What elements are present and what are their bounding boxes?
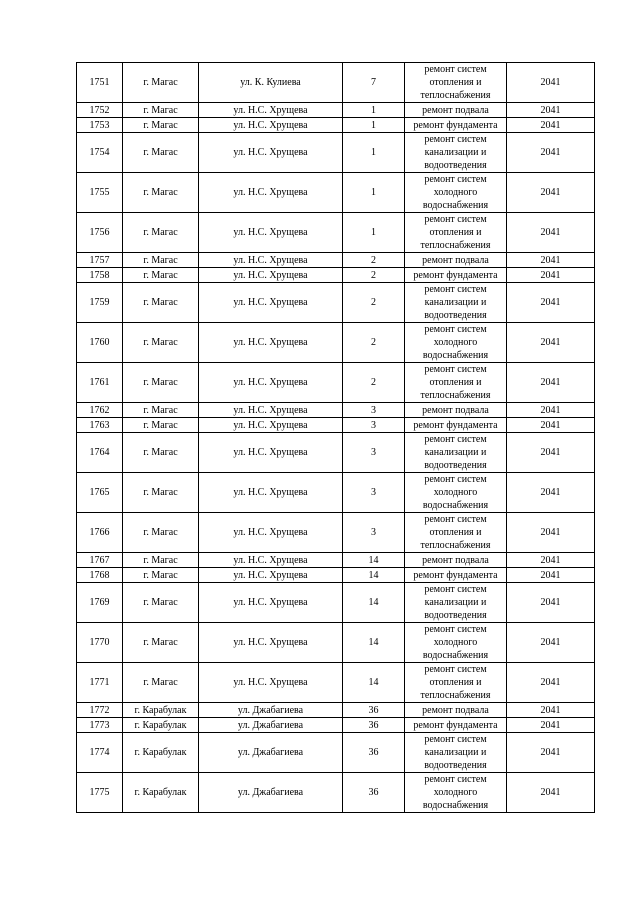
cell-work-type: ремонт систем холодного водоснабжения	[405, 623, 507, 663]
cell-work-type: ремонт систем канализации и водоотведения	[405, 583, 507, 623]
cell-year: 2041	[507, 133, 595, 173]
cell-year: 2041	[507, 103, 595, 118]
cell-work-type: ремонт подвала	[405, 103, 507, 118]
cell-work-type: ремонт систем холодного водоснабжения	[405, 323, 507, 363]
table-row	[77, 213, 595, 253]
cell-house: 14	[343, 583, 405, 623]
cell-work-type: ремонт подвала	[405, 703, 507, 718]
table-row	[77, 403, 595, 418]
table-row	[77, 553, 595, 568]
cell-number: 1768	[77, 568, 123, 583]
cell-year: 2041	[507, 323, 595, 363]
cell-street: ул. Н.С. Хрущева	[199, 213, 343, 253]
table-row	[77, 103, 595, 118]
cell-year: 2041	[507, 283, 595, 323]
cell-year: 2041	[507, 513, 595, 553]
cell-number: 1753	[77, 118, 123, 133]
cell-city: г. Магас	[123, 323, 199, 363]
table-row	[77, 663, 595, 703]
cell-street: ул. Джабагиева	[199, 733, 343, 773]
cell-number: 1759	[77, 283, 123, 323]
cell-street: ул. Н.С. Хрущева	[199, 623, 343, 663]
table-row	[77, 118, 595, 133]
cell-work-type: ремонт систем отопления и теплоснабжения	[405, 63, 507, 103]
cell-work-type: ремонт систем канализации и водоотведения	[405, 133, 507, 173]
cell-work-type: ремонт систем канализации и водоотведения	[405, 733, 507, 773]
cell-city: г. Карабулак	[123, 718, 199, 733]
cell-year: 2041	[507, 173, 595, 213]
cell-street: ул. Н.С. Хрущева	[199, 253, 343, 268]
cell-work-type: ремонт систем отопления и теплоснабжения	[405, 363, 507, 403]
cell-work-type: ремонт систем отопления и теплоснабжения	[405, 513, 507, 553]
cell-house: 14	[343, 568, 405, 583]
cell-work-type: ремонт подвала	[405, 253, 507, 268]
repair-schedule-table	[76, 62, 595, 813]
table-row	[77, 718, 595, 733]
cell-work-type: ремонт систем отопления и теплоснабжения	[405, 213, 507, 253]
cell-work-type: ремонт фундамента	[405, 118, 507, 133]
cell-street: ул. Н.С. Хрущева	[199, 663, 343, 703]
cell-number: 1769	[77, 583, 123, 623]
cell-city: г. Магас	[123, 568, 199, 583]
cell-house: 3	[343, 403, 405, 418]
cell-house: 1	[343, 213, 405, 253]
cell-number: 1754	[77, 133, 123, 173]
cell-house: 1	[343, 118, 405, 133]
cell-number: 1758	[77, 268, 123, 283]
cell-year: 2041	[507, 703, 595, 718]
cell-street: ул. Н.С. Хрущева	[199, 363, 343, 403]
cell-number: 1770	[77, 623, 123, 663]
cell-city: г. Магас	[123, 418, 199, 433]
cell-work-type: ремонт систем холодного водоснабжения	[405, 773, 507, 813]
cell-number: 1756	[77, 213, 123, 253]
cell-number: 1757	[77, 253, 123, 268]
cell-work-type: ремонт систем холодного водоснабжения	[405, 173, 507, 213]
cell-year: 2041	[507, 718, 595, 733]
cell-street: ул. Н.С. Хрущева	[199, 323, 343, 363]
cell-city: г. Магас	[123, 403, 199, 418]
table-row	[77, 253, 595, 268]
cell-street: ул. Н.С. Хрущева	[199, 513, 343, 553]
table-row	[77, 363, 595, 403]
cell-year: 2041	[507, 213, 595, 253]
cell-number: 1771	[77, 663, 123, 703]
table-row	[77, 268, 595, 283]
cell-work-type: ремонт фундамента	[405, 568, 507, 583]
cell-street: ул. Н.С. Хрущева	[199, 283, 343, 323]
cell-house: 14	[343, 623, 405, 663]
cell-city: г. Магас	[123, 623, 199, 663]
cell-street: ул. Н.С. Хрущева	[199, 268, 343, 283]
cell-street: ул. Н.С. Хрущева	[199, 433, 343, 473]
cell-number: 1775	[77, 773, 123, 813]
cell-street: ул. Джабагиева	[199, 773, 343, 813]
cell-year: 2041	[507, 403, 595, 418]
cell-year: 2041	[507, 623, 595, 663]
table-row	[77, 473, 595, 513]
cell-city: г. Карабулак	[123, 703, 199, 718]
cell-street: ул. Джабагиева	[199, 703, 343, 718]
cell-street: ул. Н.С. Хрущева	[199, 553, 343, 568]
table-row	[77, 133, 595, 173]
cell-house: 36	[343, 718, 405, 733]
cell-number: 1762	[77, 403, 123, 418]
cell-street: ул. Н.С. Хрущева	[199, 473, 343, 513]
cell-number: 1751	[77, 63, 123, 103]
cell-street: ул. Н.С. Хрущева	[199, 568, 343, 583]
cell-work-type: ремонт систем канализации и водоотведения	[405, 433, 507, 473]
cell-street: ул. Джабагиева	[199, 718, 343, 733]
cell-house: 36	[343, 733, 405, 773]
cell-house: 2	[343, 323, 405, 363]
cell-year: 2041	[507, 433, 595, 473]
cell-street: ул. Н.С. Хрущева	[199, 418, 343, 433]
cell-city: г. Магас	[123, 173, 199, 213]
cell-number: 1761	[77, 363, 123, 403]
cell-year: 2041	[507, 568, 595, 583]
cell-street: ул. Н.С. Хрущева	[199, 118, 343, 133]
cell-city: г. Магас	[123, 283, 199, 323]
cell-work-type: ремонт фундамента	[405, 268, 507, 283]
table-row	[77, 703, 595, 718]
cell-year: 2041	[507, 733, 595, 773]
table-row	[77, 433, 595, 473]
cell-house: 7	[343, 63, 405, 103]
cell-number: 1752	[77, 103, 123, 118]
cell-number: 1767	[77, 553, 123, 568]
cell-city: г. Карабулак	[123, 773, 199, 813]
cell-work-type: ремонт систем канализации и водоотведения	[405, 283, 507, 323]
table-row	[77, 623, 595, 663]
cell-number: 1764	[77, 433, 123, 473]
table-row	[77, 568, 595, 583]
cell-city: г. Магас	[123, 433, 199, 473]
cell-work-type: ремонт систем холодного водоснабжения	[405, 473, 507, 513]
cell-number: 1760	[77, 323, 123, 363]
cell-number: 1774	[77, 733, 123, 773]
cell-city: г. Магас	[123, 363, 199, 403]
cell-house: 36	[343, 773, 405, 813]
cell-year: 2041	[507, 253, 595, 268]
table-row	[77, 63, 595, 103]
cell-work-type: ремонт фундамента	[405, 718, 507, 733]
cell-house: 1	[343, 103, 405, 118]
cell-number: 1763	[77, 418, 123, 433]
cell-year: 2041	[507, 363, 595, 403]
cell-house: 2	[343, 268, 405, 283]
cell-number: 1766	[77, 513, 123, 553]
cell-house: 36	[343, 703, 405, 718]
cell-city: г. Магас	[123, 103, 199, 118]
cell-work-type: ремонт подвала	[405, 403, 507, 418]
cell-city: г. Магас	[123, 253, 199, 268]
cell-work-type: ремонт подвала	[405, 553, 507, 568]
cell-city: г. Магас	[123, 133, 199, 173]
table-row	[77, 513, 595, 553]
table-row	[77, 733, 595, 773]
table-row	[77, 418, 595, 433]
cell-city: г. Магас	[123, 553, 199, 568]
cell-number: 1772	[77, 703, 123, 718]
cell-house: 3	[343, 473, 405, 513]
cell-city: г. Магас	[123, 213, 199, 253]
cell-year: 2041	[507, 63, 595, 103]
cell-house: 3	[343, 418, 405, 433]
cell-city: г. Магас	[123, 513, 199, 553]
cell-year: 2041	[507, 583, 595, 623]
cell-house: 14	[343, 663, 405, 703]
cell-street: ул. Н.С. Хрущева	[199, 583, 343, 623]
cell-street: ул. Н.С. Хрущева	[199, 103, 343, 118]
cell-number: 1755	[77, 173, 123, 213]
cell-year: 2041	[507, 663, 595, 703]
table-row	[77, 773, 595, 813]
cell-house: 1	[343, 133, 405, 173]
cell-year: 2041	[507, 418, 595, 433]
cell-work-type: ремонт систем отопления и теплоснабжения	[405, 663, 507, 703]
cell-city: г. Карабулак	[123, 733, 199, 773]
cell-street: ул. К. Кулиева	[199, 63, 343, 103]
cell-street: ул. Н.С. Хрущева	[199, 173, 343, 213]
cell-house: 2	[343, 363, 405, 403]
cell-house: 3	[343, 513, 405, 553]
cell-city: г. Магас	[123, 583, 199, 623]
cell-work-type: ремонт фундамента	[405, 418, 507, 433]
cell-city: г. Магас	[123, 663, 199, 703]
table-body	[77, 63, 595, 813]
cell-year: 2041	[507, 473, 595, 513]
table-row	[77, 173, 595, 213]
cell-city: г. Магас	[123, 118, 199, 133]
cell-number: 1773	[77, 718, 123, 733]
cell-house: 3	[343, 433, 405, 473]
cell-year: 2041	[507, 268, 595, 283]
cell-year: 2041	[507, 553, 595, 568]
cell-house: 2	[343, 283, 405, 323]
table-row	[77, 323, 595, 363]
cell-city: г. Магас	[123, 63, 199, 103]
cell-city: г. Магас	[123, 268, 199, 283]
cell-street: ул. Н.С. Хрущева	[199, 403, 343, 418]
cell-city: г. Магас	[123, 473, 199, 513]
cell-street: ул. Н.С. Хрущева	[199, 133, 343, 173]
cell-house: 1	[343, 173, 405, 213]
cell-year: 2041	[507, 118, 595, 133]
cell-house: 14	[343, 553, 405, 568]
cell-house: 2	[343, 253, 405, 268]
cell-number: 1765	[77, 473, 123, 513]
table-row	[77, 583, 595, 623]
cell-year: 2041	[507, 773, 595, 813]
table-row	[77, 283, 595, 323]
